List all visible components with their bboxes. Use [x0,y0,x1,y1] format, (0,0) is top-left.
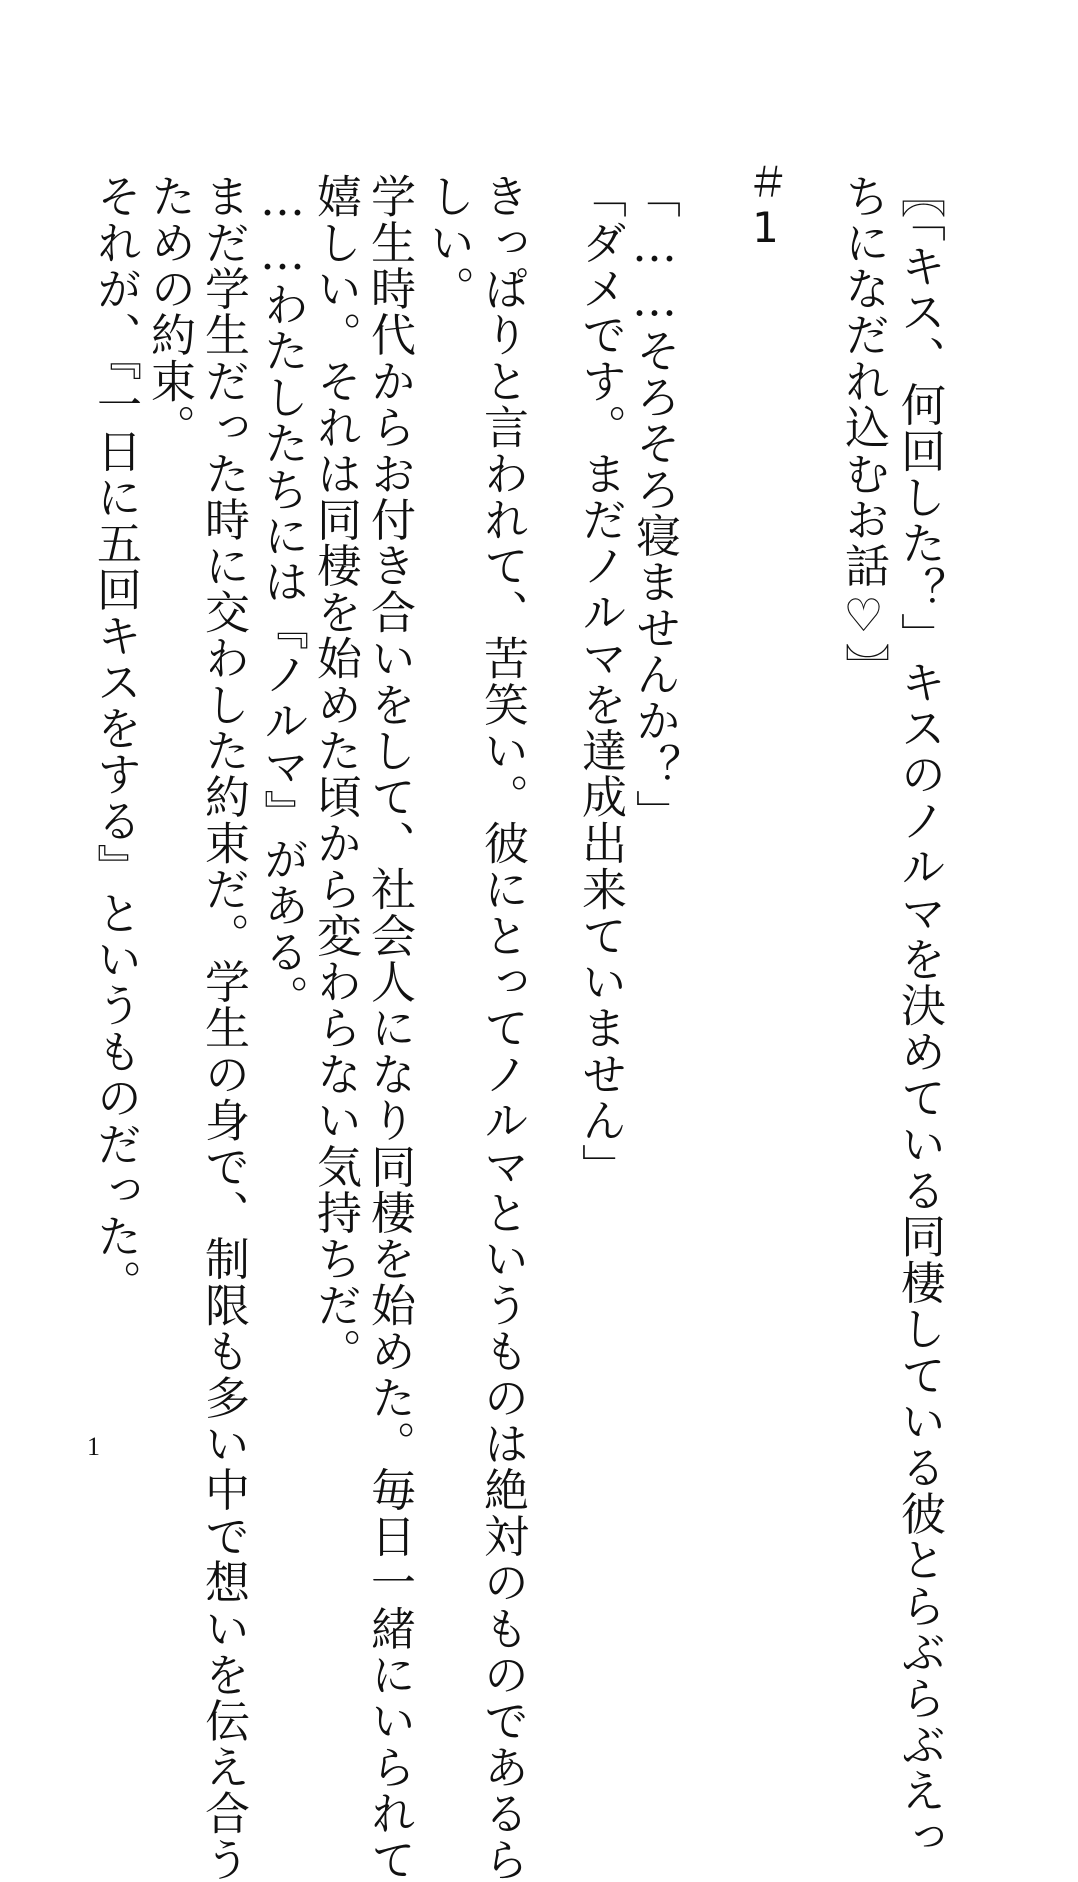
body-line-10: それが、『一日に五回キスをする』というものだった。 [89,173,142,1306]
title-line-2: ちになだれ込むお話♡〗 [837,173,890,690]
chapter-heading: ＃1 [741,160,790,254]
body-line-9: ための約束。 [143,173,196,451]
title-line-1: 〖「キス、何回した？」キスのノルマを決めている同棲している彼とらぶらぶえっ [893,173,946,1860]
body-line-2: 「ダメです。まだノルマを達成出来ていません」 [574,173,627,1190]
body-line-1: 「……そろそろ寝ませんか？」 [628,173,681,836]
page-number: 1 [87,1432,100,1461]
body-line-5: 学生時代からお付き合いをして、社会人になり同棲を始めた。毎日一緒にいられて [363,173,416,1882]
body-line-7: ……わたしたちには『ノルマ』がある。 [256,173,309,1021]
body-line-4: しい。 [422,173,475,312]
body-line-8: まだ学生だった時に交わした約束だ。学生の身で、制限も多い中で想いを伝え合う [197,173,250,1882]
body-line-6: 嬉しい。それは同棲を始めた頃から変わらない気持ちだ。 [309,173,362,1375]
body-line-3: きっぱりと言われて、苦笑い。彼にとってノルマというものは絶対のものであるら [476,173,529,1882]
